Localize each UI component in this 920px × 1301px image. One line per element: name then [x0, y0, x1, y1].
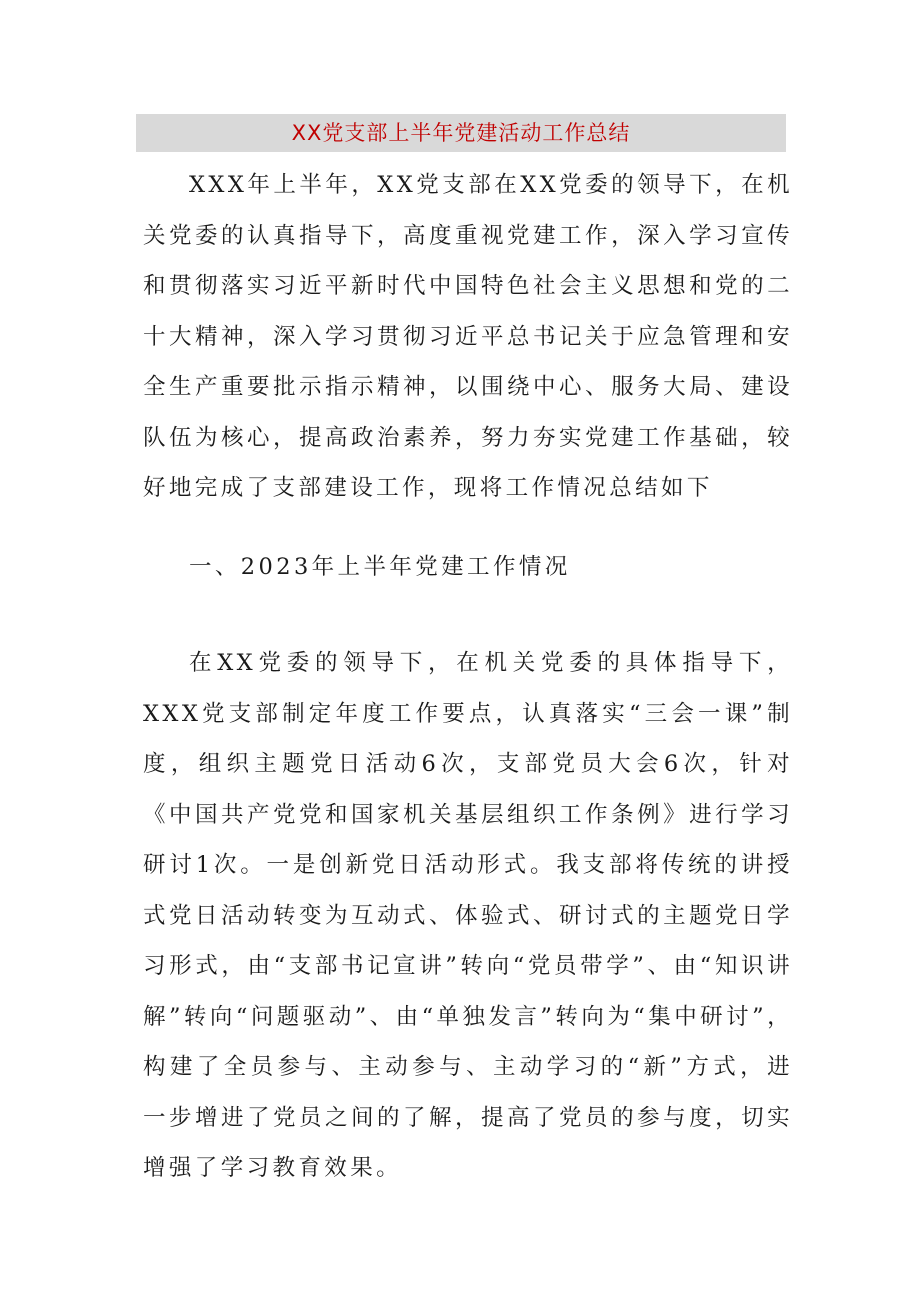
section-heading: 一、2023年上半年党建工作情况: [189, 554, 571, 580]
section-paragraph: 在XX党委的领导下，在机关党委的具体指导下，XXX党支部制定年度工作要点，认真落实“三会一课”制度，组织主题党日活动6次，支部党员大会6次，针对《中国共产党党和国家机关基层组织工作条例》进行学习研讨1次。一是创新党日活动形式。我支部将传统的讲授式党日活动转变为互动式、体验式、研讨式的主题党日学习形式，由“支部书记宣讲”转向“党员带学”、由“知识讲解”转向“问题驱动”、由“单独发言”转向为“集中研讨”，构建了全员参与、主动参与、主动学习的“新”方式，进一步增进了党员之间的了解，提高了党员的参与度，切实增强了学习教育效果。: [143, 650, 793, 1181]
document-title: XX党支部上半年党建活动工作总结: [136, 114, 786, 152]
intro-paragraph: XXX年上半年，XX党支部在XX党委的领导下，在机关党委的认真指导下，高度重视党建工作，深入学习宣传和贯彻落实习近平新时代中国特色社会主义思想和党的二十大精神，深入学习贯彻习近平总书记关于应急管理和安全生产重要批示指示精神，以围绕中心、服务大局、建设队伍为核心，提高政治素养，努力夯实党建工作基础，较好地完成了支部建设工作，现将工作情况总结如下: [143, 172, 793, 501]
